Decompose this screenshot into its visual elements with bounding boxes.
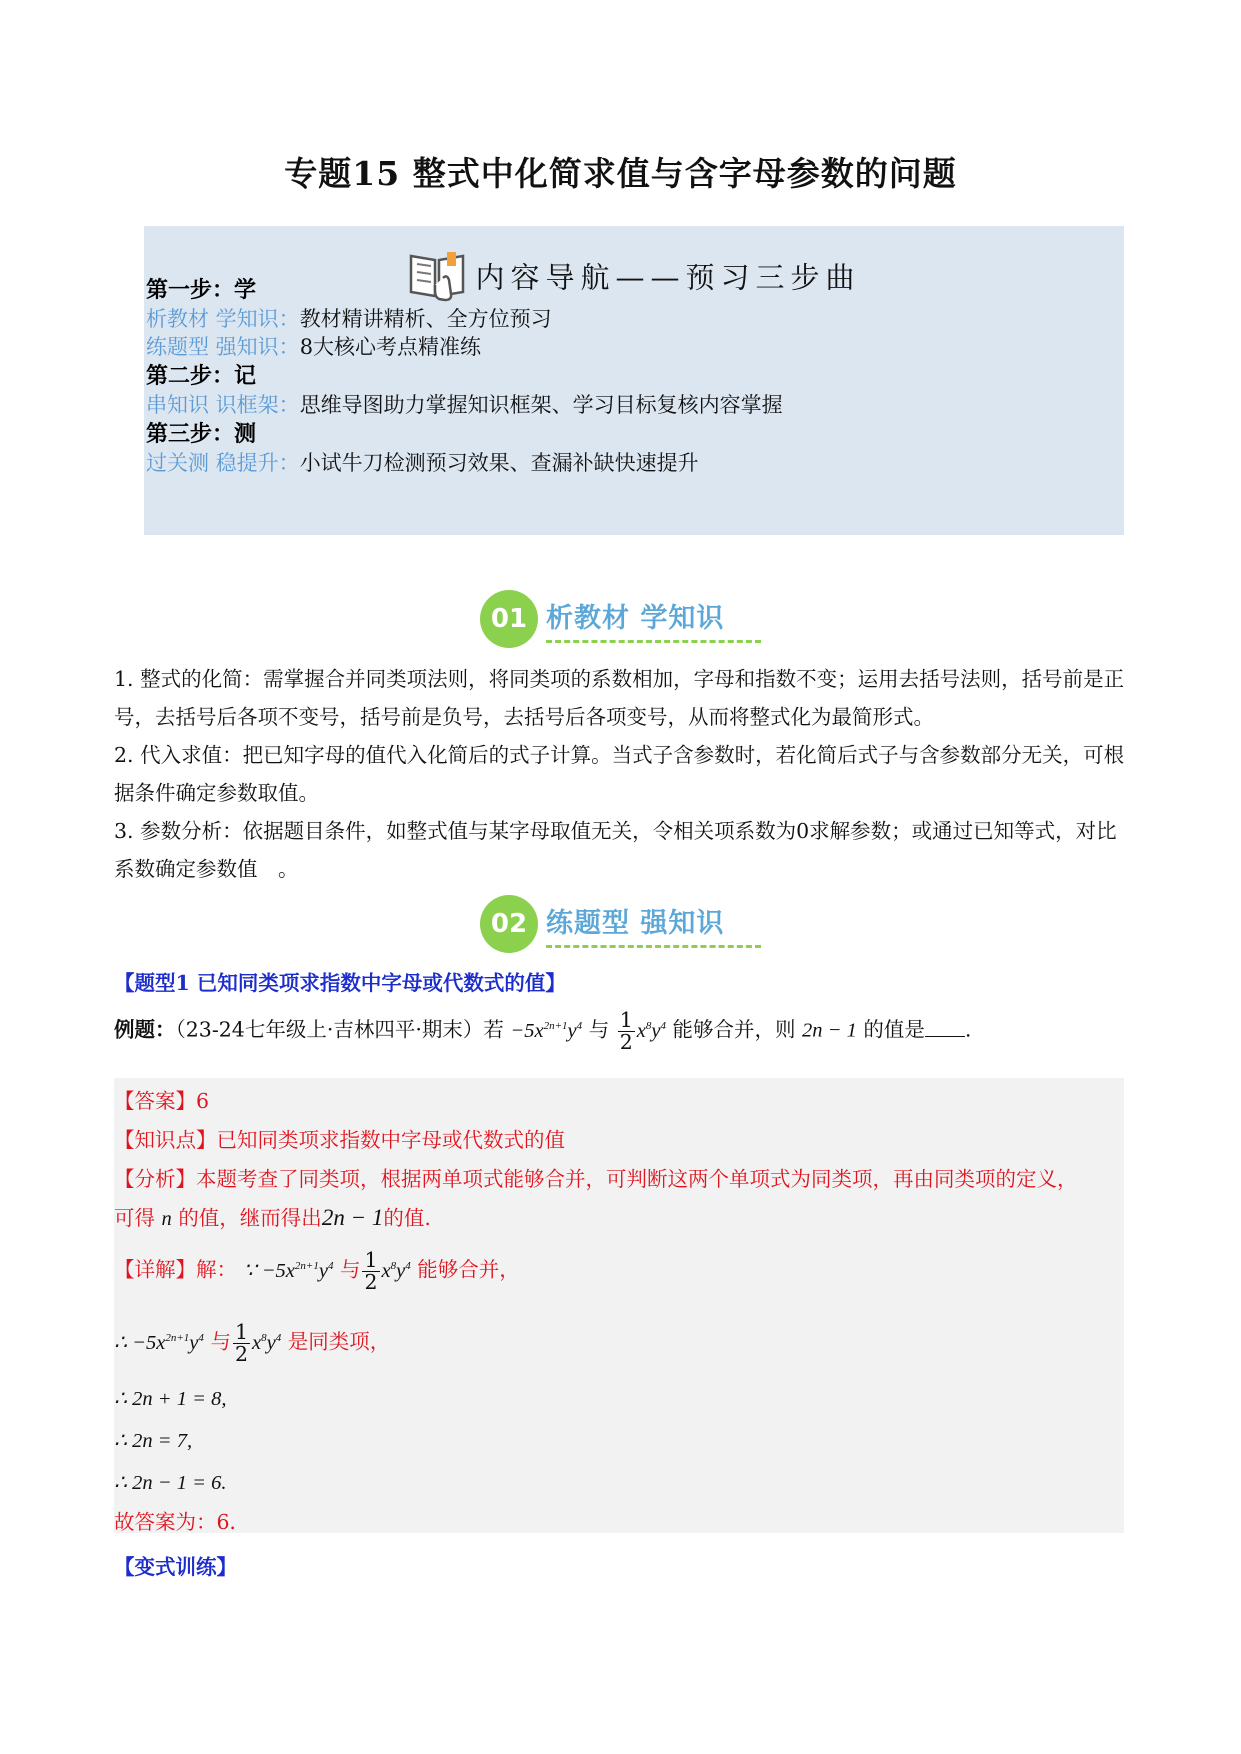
answer-blank — [925, 1036, 965, 1037]
section-underline — [546, 945, 761, 948]
step3: 第三步：测 — [146, 421, 257, 447]
analysis-line-2: 可得 n 的值，继而得出2n − 1的值. — [114, 1205, 431, 1230]
section-label: 练题型 强知识 — [546, 908, 725, 939]
nav-header — [144, 248, 1124, 311]
section-number: 02 — [480, 895, 538, 953]
knowledge-point-line: 【知识点】已知同类项求指数中字母或代数式的值 — [114, 1128, 565, 1152]
step2: 第二步：记 — [146, 363, 257, 389]
type1-heading: 【题型1 已知同类项求指数中字母或代数式的值】 — [114, 971, 566, 995]
step2-item1: 串知识 识框架：思维导图助力掌握知识框架、学习目标复核内容掌握 — [146, 393, 783, 417]
step1-item1: 析教材 学知识：教材精讲精析、全方位预习 — [146, 307, 552, 331]
example-question: 例题：（23-24七年级上·吉林四平·期末）若 $-5x^{2n+1}y^4$ 与 $\frac{1}{2}$ $x^8y^4$ 能够合并，则 2n − 1 的值是 . — [114, 1008, 972, 1054]
page-title: 专题15 整式中化简求值与含字母参数的问题 — [284, 154, 957, 193]
point-2: 2. 代入求值：把已知字母的值代入化简后的式子计算。当式子含参数时，若化简后式子与含参数部分无关，可根据条件确定参数取值。 — [114, 743, 1125, 805]
section-underline — [546, 640, 761, 643]
equation-2: ∴ 2n = 7, — [114, 1430, 193, 1452]
fraction: $\frac{1}{2}$ — [619, 1008, 633, 1054]
point-1: 1. 整式的化简：需掌握合并同类项法则，将同类项的系数相加，字母和指数不变；运用去括号法则，括号前是正号，去括号后各项不变号，括号前是负号，去括号后各项变号，从而将整式化为最简形式。 — [114, 667, 1125, 729]
section-number: 01 — [480, 590, 538, 648]
math-expr: 2n − 1 — [802, 1019, 857, 1042]
analysis-line-1: 【分析】本题考查了同类项，根据两单项式能够合并，可判断这两个单项式为同类项，再由同类项的定义， — [114, 1167, 1078, 1191]
equation-3: ∴ 2n − 1 = 6. — [114, 1472, 227, 1494]
equation-1: ∴ 2n + 1 = 8, — [114, 1388, 227, 1410]
final-answer: 故答案为：6． — [114, 1510, 251, 1534]
variant-training-heading: 【变式训练】 — [114, 1555, 237, 1579]
answer-line: 【答案】6 — [114, 1089, 210, 1113]
step1: 第一步：学 — [146, 277, 257, 303]
math-term-a: $-5x^{2n+1}y^4$ — [510, 1019, 583, 1042]
point-3: 3. 参数分析：依据题目条件，如整式值与某字母取值无关，令相关项系数为0求解参数；或通过已知等式，对比系数确定参数值 。 — [114, 819, 1117, 881]
section-label: 析教材 学知识 — [546, 603, 725, 634]
nav-header-text: 内容导航——预习三步曲 — [475, 260, 861, 295]
detail-line-2: ∴ $-5x^{2n+1}y^4$ 与 $\frac{1}{2}$ $x^8y^4$ 是同类项， — [114, 1320, 391, 1366]
book-icon — [407, 248, 469, 311]
step3-item1: 过关测 稳提升：小试牛刀检测预习效果、查漏补缺快速提升 — [146, 451, 699, 475]
content-navigation-box — [144, 226, 1124, 535]
detail-line-1: 【详解】解： ∵ $-5x^{2n+1}y^4$ 与 $\frac{1}{2}$ $x^8y^4$ 能够合并， — [114, 1248, 520, 1294]
step1-item2: 练题型 强知识：8大核心考点精准练 — [146, 335, 482, 359]
